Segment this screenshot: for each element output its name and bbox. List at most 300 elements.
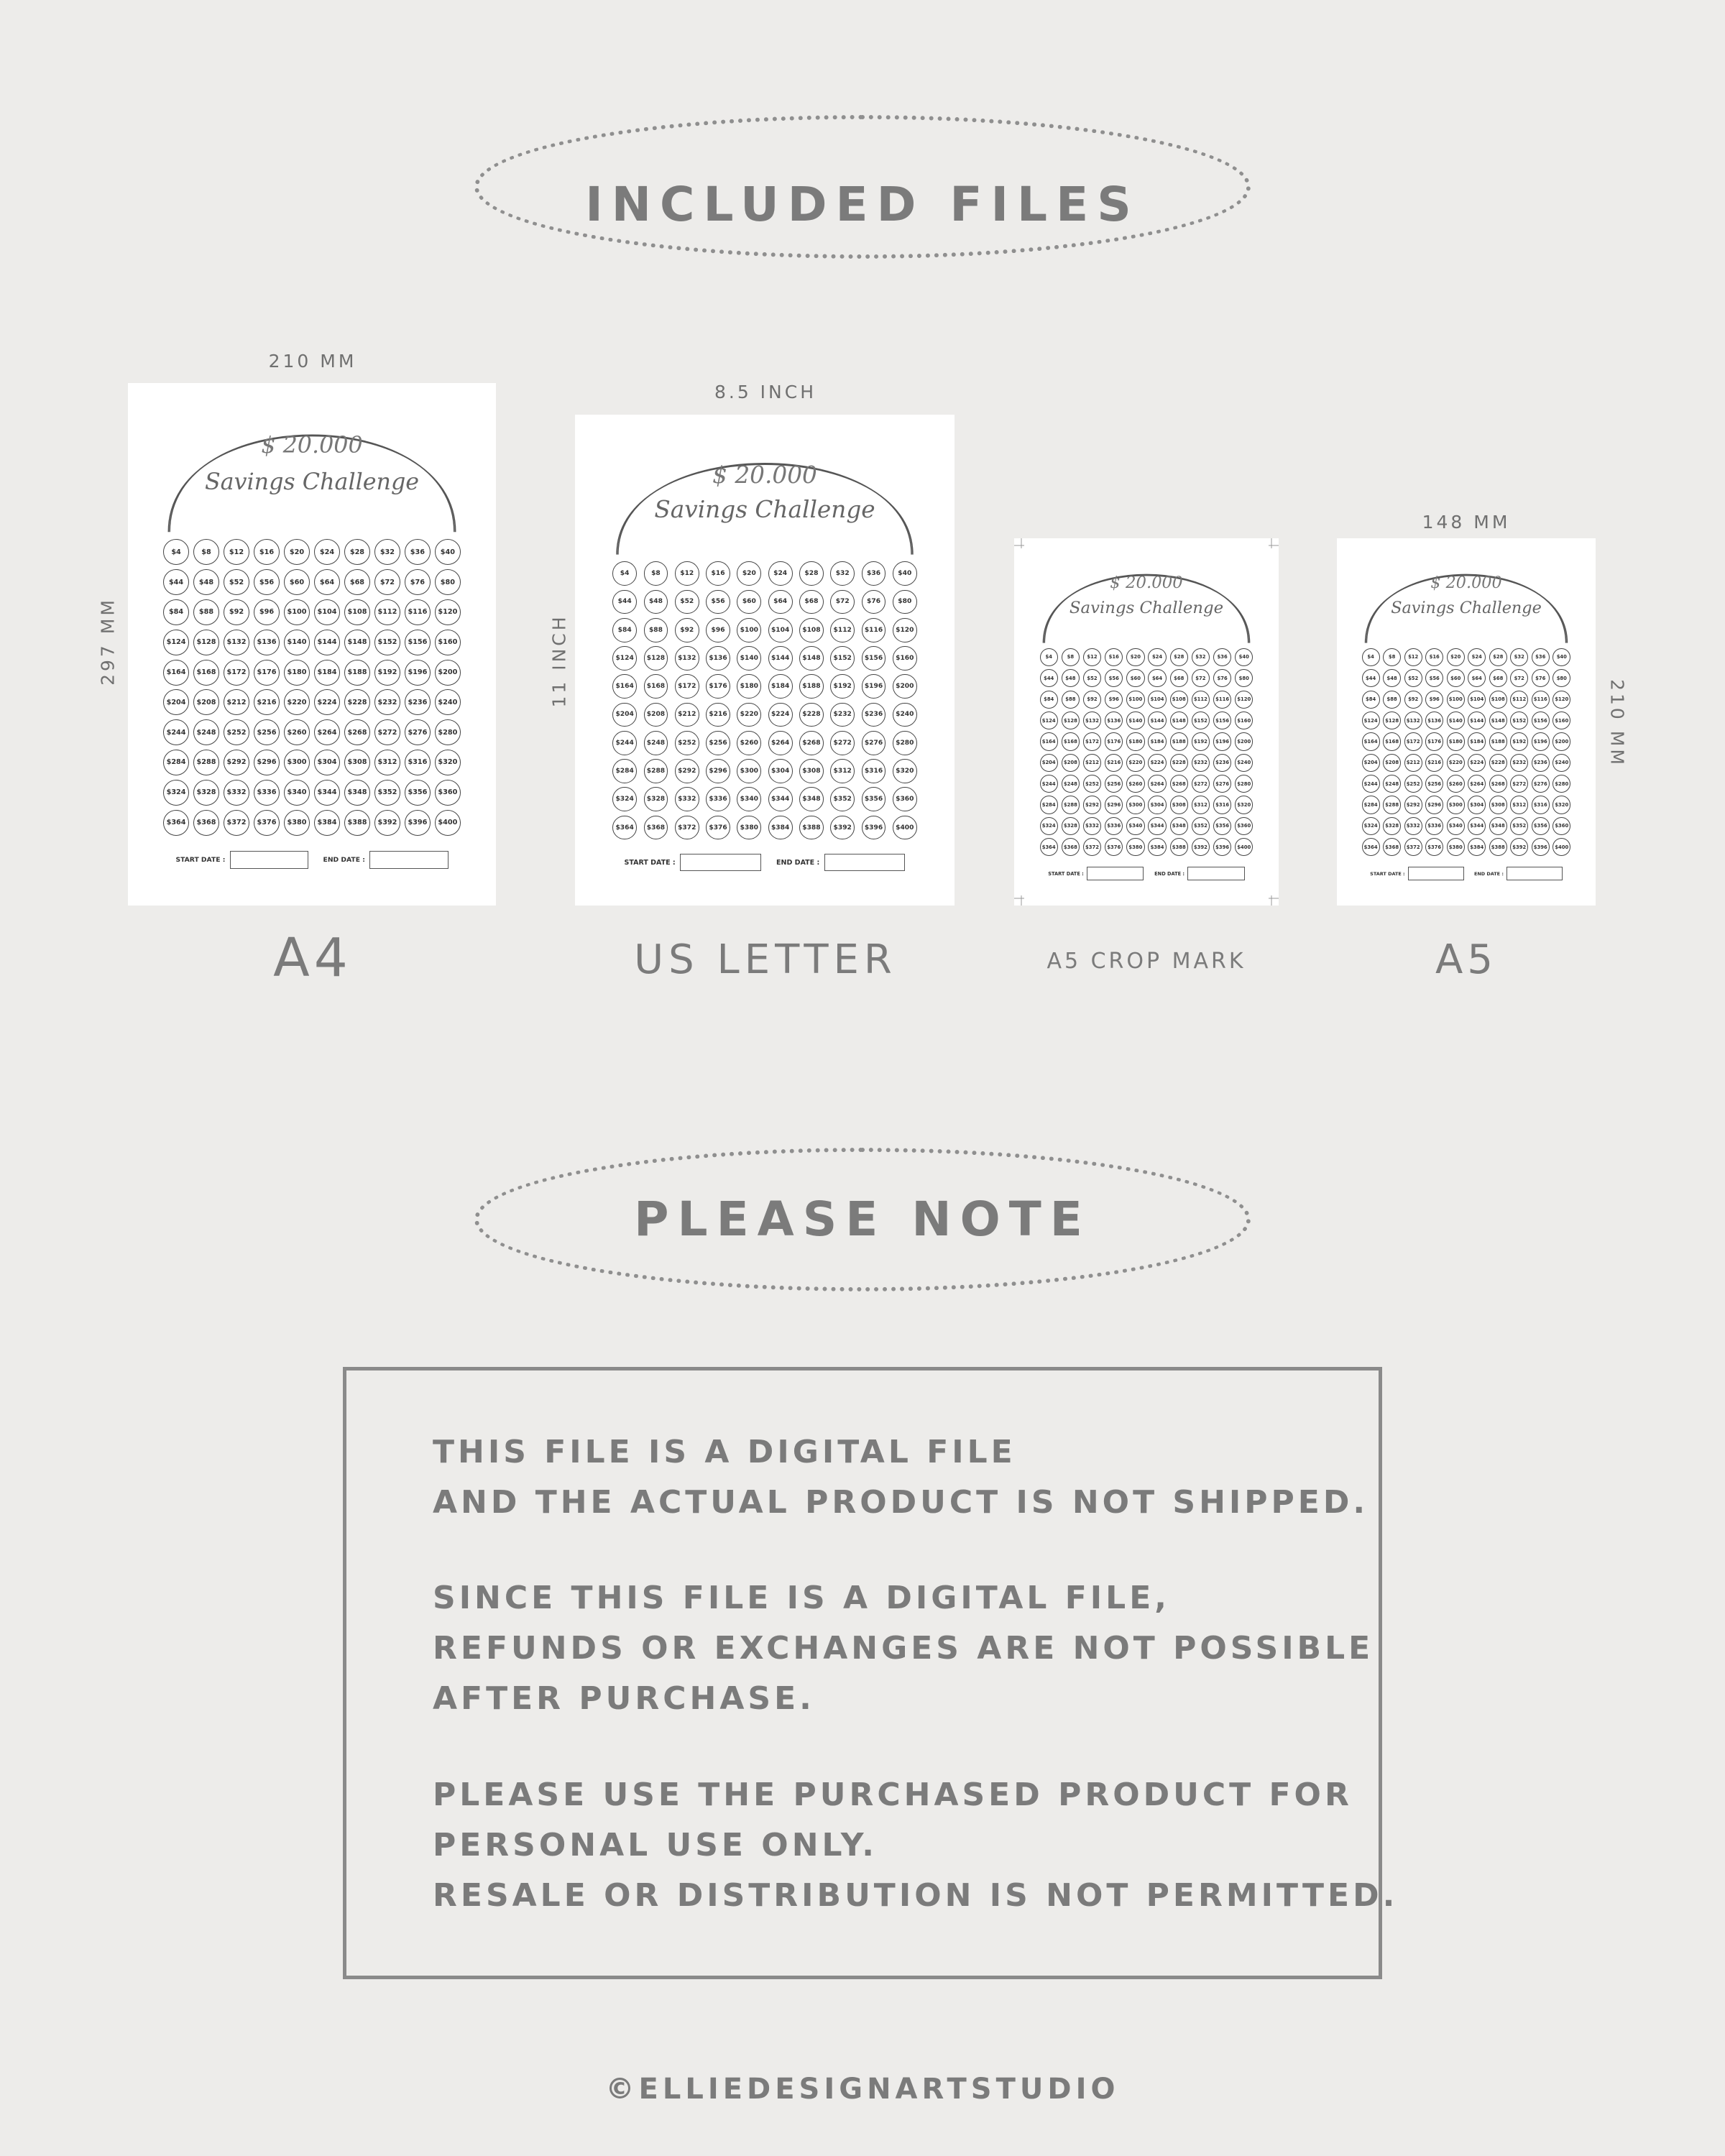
savings-coin: $232 (374, 689, 400, 715)
savings-coin: $240 (1552, 754, 1570, 772)
savings-coin: $12 (1404, 648, 1422, 666)
savings-coin: $364 (1362, 838, 1380, 856)
savings-coin: $200 (1235, 732, 1253, 750)
savings-coin: $268 (344, 719, 370, 745)
savings-coin: $296 (1425, 796, 1443, 814)
savings-coin: $356 (405, 780, 431, 806)
savings-coin: $88 (1383, 691, 1401, 709)
savings-coin: $44 (612, 590, 637, 614)
savings-coin: $168 (644, 674, 668, 699)
savings-coin: $16 (1105, 648, 1123, 666)
savings-coin: $12 (224, 539, 249, 565)
savings-coin: $252 (675, 731, 699, 755)
savings-coin: $216 (1105, 754, 1123, 772)
savings-coin: $240 (1235, 754, 1253, 772)
savings-coin: $388 (799, 816, 824, 840)
savings-coin: $272 (830, 731, 855, 755)
coin-grid (1360, 647, 1572, 858)
savings-coin: $372 (224, 810, 249, 836)
savings-coin: $24 (314, 539, 340, 565)
savings-coin: $24 (1148, 648, 1166, 666)
a5-crop-mark-label: A5 CROP MARK (1046, 949, 1246, 974)
savings-coin: $176 (706, 674, 730, 699)
savings-coin: $100 (737, 618, 761, 642)
savings-coin: $368 (644, 816, 668, 840)
savings-coin: $300 (737, 759, 761, 783)
savings-coin: $260 (284, 719, 310, 745)
savings-coin: $316 (1213, 796, 1231, 814)
savings-coin: $300 (1126, 796, 1144, 814)
note-line-3: SINCE THIS FILE IS A DIGITAL FILE, (433, 1580, 1170, 1616)
savings-coin: $112 (830, 618, 855, 642)
savings-coin: $284 (1040, 796, 1058, 814)
savings-coin: $296 (706, 759, 730, 783)
savings-coin: $248 (644, 731, 668, 755)
savings-coin: $24 (768, 561, 793, 586)
savings-coin: $244 (163, 719, 189, 745)
savings-coin: $148 (1170, 711, 1188, 729)
savings-coin: $292 (1404, 796, 1422, 814)
savings-coin: $96 (254, 599, 280, 625)
coin-grid (610, 559, 921, 842)
savings-coin: $396 (405, 810, 431, 836)
savings-coin: $396 (1213, 838, 1231, 856)
end-date-label: END DATE : (323, 855, 365, 864)
savings-coin: $68 (799, 590, 824, 614)
savings-coin: $316 (1532, 796, 1550, 814)
savings-coin: $352 (1510, 817, 1528, 835)
savings-coin: $184 (1468, 732, 1486, 750)
a4-label: A4 (273, 927, 352, 989)
start-date-field (230, 851, 309, 869)
savings-coin: $268 (1170, 775, 1188, 793)
savings-coin: $116 (862, 618, 886, 642)
savings-coin: $380 (284, 810, 310, 836)
savings-coin: $104 (1468, 691, 1486, 709)
challenge-title: Savings Challenge (1391, 599, 1542, 618)
savings-coin: $4 (163, 539, 189, 565)
savings-coin: $372 (675, 816, 699, 840)
savings-coin: $136 (1425, 711, 1443, 729)
savings-coin: $60 (737, 590, 761, 614)
coin-grid (161, 537, 463, 837)
savings-coin: $268 (799, 731, 824, 755)
savings-coin: $276 (862, 731, 886, 755)
savings-coin: $176 (1425, 732, 1443, 750)
savings-coin: $96 (706, 618, 730, 642)
savings-coin: $20 (1126, 648, 1144, 666)
note-line-4: REFUNDS OR EXCHANGES ARE NOT POSSIBLE (433, 1630, 1374, 1667)
savings-coin: $212 (1404, 754, 1422, 772)
savings-coin: $384 (314, 810, 340, 836)
savings-coin: $136 (1105, 711, 1123, 729)
savings-coin: $296 (254, 750, 280, 775)
savings-coin: $276 (1213, 775, 1231, 793)
savings-coin: $60 (1447, 669, 1465, 687)
savings-coin: $136 (254, 630, 280, 655)
please-note-title: PLEASE NOTE (634, 1192, 1091, 1247)
savings-coin: $92 (675, 618, 699, 642)
savings-coin: $156 (1213, 711, 1231, 729)
savings-coin: $92 (1083, 691, 1101, 709)
savings-coin: $144 (1468, 711, 1486, 729)
savings-coin: $104 (1148, 691, 1166, 709)
savings-coin: $28 (799, 561, 824, 586)
savings-coin: $196 (862, 674, 886, 699)
savings-coin: $84 (1040, 691, 1058, 709)
savings-coin: $208 (193, 689, 219, 715)
savings-coin: $216 (706, 703, 730, 727)
challenge-title: Savings Challenge (654, 495, 875, 523)
savings-coin: $164 (1040, 732, 1058, 750)
savings-coin: $220 (284, 689, 310, 715)
savings-coin: $204 (612, 703, 637, 727)
savings-coin: $236 (405, 689, 431, 715)
savings-coin: $208 (1383, 754, 1401, 772)
savings-coin: $304 (1468, 796, 1486, 814)
savings-coin: $204 (163, 689, 189, 715)
savings-coin: $100 (1447, 691, 1465, 709)
savings-coin: $400 (1552, 838, 1570, 856)
savings-coin: $192 (830, 674, 855, 699)
savings-coin: $120 (435, 599, 461, 625)
savings-coin: $300 (284, 750, 310, 775)
savings-coin: $276 (405, 719, 431, 745)
savings-coin: $64 (1148, 669, 1166, 687)
savings-coin: $144 (768, 646, 793, 671)
a4-width-label: 210 MM (268, 351, 357, 372)
savings-coin: $140 (1126, 711, 1144, 729)
savings-coin: $236 (862, 703, 886, 727)
savings-coin: $16 (1425, 648, 1443, 666)
savings-coin: $64 (314, 569, 340, 595)
savings-coin: $92 (1404, 691, 1422, 709)
savings-coin: $256 (1425, 775, 1443, 793)
savings-coin: $304 (768, 759, 793, 783)
savings-coin: $148 (344, 630, 370, 655)
savings-coin: $76 (862, 590, 886, 614)
letter-label: US LETTER (634, 936, 897, 983)
savings-coin: $88 (1062, 691, 1080, 709)
savings-coin: $368 (1062, 838, 1080, 856)
savings-coin: $108 (1170, 691, 1188, 709)
a4-height-label: 297 MM (97, 597, 119, 686)
savings-coin: $360 (435, 780, 461, 806)
savings-coin: $344 (1148, 817, 1166, 835)
savings-coin: $216 (254, 689, 280, 715)
savings-coin: $256 (706, 731, 730, 755)
savings-coin: $148 (799, 646, 824, 671)
savings-coin: $344 (1468, 817, 1486, 835)
savings-coin: $284 (163, 750, 189, 775)
savings-coin: $84 (163, 599, 189, 625)
savings-coin: $344 (314, 780, 340, 806)
savings-coin: $52 (1083, 669, 1101, 687)
savings-coin: $172 (224, 660, 249, 686)
savings-coin: $244 (1040, 775, 1058, 793)
end-date-label: END DATE : (776, 858, 820, 867)
savings-coin: $128 (193, 630, 219, 655)
savings-coin: $228 (1489, 754, 1507, 772)
savings-coin: $28 (1170, 648, 1188, 666)
savings-coin: $156 (405, 630, 431, 655)
savings-coin: $72 (374, 569, 400, 595)
challenge-title: Savings Challenge (204, 469, 420, 495)
savings-coin: $188 (1489, 732, 1507, 750)
savings-coin: $240 (893, 703, 917, 727)
savings-coin: $36 (1213, 648, 1231, 666)
savings-coin: $260 (1447, 775, 1465, 793)
savings-coin: $172 (675, 674, 699, 699)
savings-coin: $124 (1040, 711, 1058, 729)
savings-coin: $172 (1404, 732, 1422, 750)
letter-height-label: 11 INCH (548, 614, 570, 708)
savings-coin: $308 (344, 750, 370, 775)
start-date-field (1408, 867, 1464, 880)
savings-coin: $144 (1148, 711, 1166, 729)
savings-coin: $176 (1105, 732, 1123, 750)
savings-coin: $168 (193, 660, 219, 686)
savings-coin: $376 (706, 816, 730, 840)
savings-coin: $248 (193, 719, 219, 745)
savings-coin: $256 (1105, 775, 1123, 793)
savings-coin: $36 (405, 539, 431, 565)
savings-coin: $280 (1235, 775, 1253, 793)
savings-coin: $168 (1383, 732, 1401, 750)
savings-coin: $228 (799, 703, 824, 727)
a5-sheet-preview (1337, 538, 1596, 906)
savings-coin: $80 (435, 569, 461, 595)
a5-label: A5 (1435, 936, 1497, 983)
savings-coin: $204 (1040, 754, 1058, 772)
savings-coin: $36 (862, 561, 886, 586)
savings-coin: $152 (1192, 711, 1210, 729)
savings-coin: $296 (1105, 796, 1123, 814)
savings-coin: $336 (706, 787, 730, 811)
savings-coin: $336 (254, 780, 280, 806)
savings-coin: $76 (1532, 669, 1550, 687)
savings-coin: $388 (344, 810, 370, 836)
savings-coin: $164 (163, 660, 189, 686)
savings-coin: $260 (737, 731, 761, 755)
end-date-field (1506, 867, 1563, 880)
savings-coin: $48 (1062, 669, 1080, 687)
savings-coin: $356 (1213, 817, 1231, 835)
savings-coin: $4 (1362, 648, 1380, 666)
savings-coin: $132 (1083, 711, 1101, 729)
savings-coin: $332 (675, 787, 699, 811)
savings-coin: $160 (435, 630, 461, 655)
savings-coin: $236 (1213, 754, 1231, 772)
savings-coin: $16 (706, 561, 730, 586)
savings-coin: $112 (1192, 691, 1210, 709)
savings-coin: $348 (799, 787, 824, 811)
savings-coin: $64 (1468, 669, 1486, 687)
savings-coin: $360 (1235, 817, 1253, 835)
savings-coin: $80 (1235, 669, 1253, 687)
savings-coin: $120 (893, 618, 917, 642)
savings-coin: $288 (644, 759, 668, 783)
savings-coin: $84 (612, 618, 637, 642)
savings-coin: $224 (768, 703, 793, 727)
savings-coin: $308 (799, 759, 824, 783)
savings-coin: $388 (1489, 838, 1507, 856)
savings-coin: $376 (254, 810, 280, 836)
savings-coin: $280 (893, 731, 917, 755)
savings-coin: $340 (1126, 817, 1144, 835)
savings-coin: $364 (612, 816, 637, 840)
savings-coin: $40 (1235, 648, 1253, 666)
savings-coin: $96 (1105, 691, 1123, 709)
savings-coin: $320 (1552, 796, 1570, 814)
savings-coin: $140 (284, 630, 310, 655)
savings-coin: $384 (768, 816, 793, 840)
savings-coin: $104 (768, 618, 793, 642)
savings-coin: $64 (768, 590, 793, 614)
start-date-field (1087, 867, 1144, 880)
savings-coin: $348 (1170, 817, 1188, 835)
savings-coin: $360 (1552, 817, 1570, 835)
savings-coin: $332 (1083, 817, 1101, 835)
savings-coin: $168 (1062, 732, 1080, 750)
savings-coin: $356 (1532, 817, 1550, 835)
savings-coin: $68 (344, 569, 370, 595)
savings-coin: $368 (1383, 838, 1401, 856)
savings-coin: $116 (405, 599, 431, 625)
savings-coin: $264 (1148, 775, 1166, 793)
savings-coin: $292 (675, 759, 699, 783)
savings-coin: $320 (1235, 796, 1253, 814)
savings-coin: $180 (284, 660, 310, 686)
savings-coin: $108 (1489, 691, 1507, 709)
end-date-label: END DATE : (1473, 870, 1504, 877)
included-files-title: INCLUDED FILES (585, 177, 1140, 232)
savings-coin: $300 (1447, 796, 1465, 814)
savings-coin: $188 (799, 674, 824, 699)
savings-coin: $48 (644, 590, 668, 614)
a5-crop-mark-sheet-preview (1014, 538, 1279, 906)
savings-coin: $368 (193, 810, 219, 836)
savings-coin: $376 (1425, 838, 1443, 856)
coin-grid (1038, 647, 1255, 858)
savings-coin: $324 (163, 780, 189, 806)
savings-coin: $128 (1062, 711, 1080, 729)
savings-coin: $304 (1148, 796, 1166, 814)
savings-coin: $28 (1489, 648, 1507, 666)
savings-coin: $56 (254, 569, 280, 595)
savings-coin: $156 (1532, 711, 1550, 729)
note-line-7: PERSONAL USE ONLY. (433, 1827, 878, 1864)
savings-coin: $180 (737, 674, 761, 699)
savings-coin: $328 (193, 780, 219, 806)
savings-coin: $324 (612, 787, 637, 811)
savings-coin: $292 (224, 750, 249, 775)
savings-coin: $196 (1532, 732, 1550, 750)
savings-coin: $252 (1404, 775, 1422, 793)
savings-coin: $380 (1126, 838, 1144, 856)
end-date-label: END DATE : (1154, 870, 1185, 877)
savings-coin: $332 (224, 780, 249, 806)
savings-coin: $180 (1126, 732, 1144, 750)
savings-coin: $392 (830, 816, 855, 840)
savings-coin: $380 (1447, 838, 1465, 856)
savings-coin: $124 (1362, 711, 1380, 729)
savings-coin: $144 (314, 630, 340, 655)
savings-coin: $176 (254, 660, 280, 686)
savings-coin: $276 (1532, 775, 1550, 793)
end-date-field (824, 854, 906, 871)
savings-coin: $124 (163, 630, 189, 655)
savings-coin: $320 (435, 750, 461, 775)
date-fields (128, 851, 496, 869)
savings-coin: $324 (1040, 817, 1058, 835)
savings-coin: $352 (374, 780, 400, 806)
savings-coin: $72 (830, 590, 855, 614)
savings-coin: $232 (1510, 754, 1528, 772)
savings-coin: $264 (1468, 775, 1486, 793)
savings-coin: $204 (1362, 754, 1380, 772)
savings-coin: $160 (1235, 711, 1253, 729)
savings-coin: $52 (675, 590, 699, 614)
savings-coin: $248 (1383, 775, 1401, 793)
savings-coin: $128 (644, 646, 668, 671)
savings-coin: $16 (254, 539, 280, 565)
savings-coin: $348 (1489, 817, 1507, 835)
savings-coin: $232 (1192, 754, 1210, 772)
savings-coin: $120 (1235, 691, 1253, 709)
savings-coin: $212 (675, 703, 699, 727)
savings-coin: $196 (405, 660, 431, 686)
savings-coin: $84 (1362, 691, 1380, 709)
savings-coin: $336 (1425, 817, 1443, 835)
date-fields (575, 854, 954, 871)
savings-coin: $72 (1510, 669, 1528, 687)
savings-coin: $156 (862, 646, 886, 671)
savings-coin: $120 (1552, 691, 1570, 709)
savings-coin: $224 (1468, 754, 1486, 772)
savings-coin: $152 (1510, 711, 1528, 729)
savings-coin: $80 (893, 590, 917, 614)
note-line-5: AFTER PURCHASE. (433, 1680, 815, 1717)
savings-coin: $344 (768, 787, 793, 811)
savings-coin: $164 (1362, 732, 1380, 750)
savings-coin: $312 (374, 750, 400, 775)
savings-coin: $140 (737, 646, 761, 671)
savings-coin: $164 (612, 674, 637, 699)
savings-coin: $116 (1532, 691, 1550, 709)
savings-coin: $60 (284, 569, 310, 595)
savings-coin: $288 (1062, 796, 1080, 814)
savings-coin: $388 (1170, 838, 1188, 856)
savings-coin: $212 (1083, 754, 1101, 772)
savings-coin: $196 (1213, 732, 1231, 750)
savings-coin: $72 (1192, 669, 1210, 687)
savings-coin: $312 (830, 759, 855, 783)
savings-coin: $160 (1552, 711, 1570, 729)
savings-coin: $284 (612, 759, 637, 783)
savings-coin: $244 (1362, 775, 1380, 793)
savings-coin: $76 (405, 569, 431, 595)
savings-coin: $188 (1170, 732, 1188, 750)
savings-coin: $132 (1404, 711, 1422, 729)
savings-coin: $400 (1235, 838, 1253, 856)
savings-coin: $4 (612, 561, 637, 586)
savings-coin: $256 (254, 719, 280, 745)
savings-coin: $152 (374, 630, 400, 655)
savings-coin: $52 (1404, 669, 1422, 687)
savings-coin: $308 (1489, 796, 1507, 814)
savings-coin: $364 (1040, 838, 1058, 856)
